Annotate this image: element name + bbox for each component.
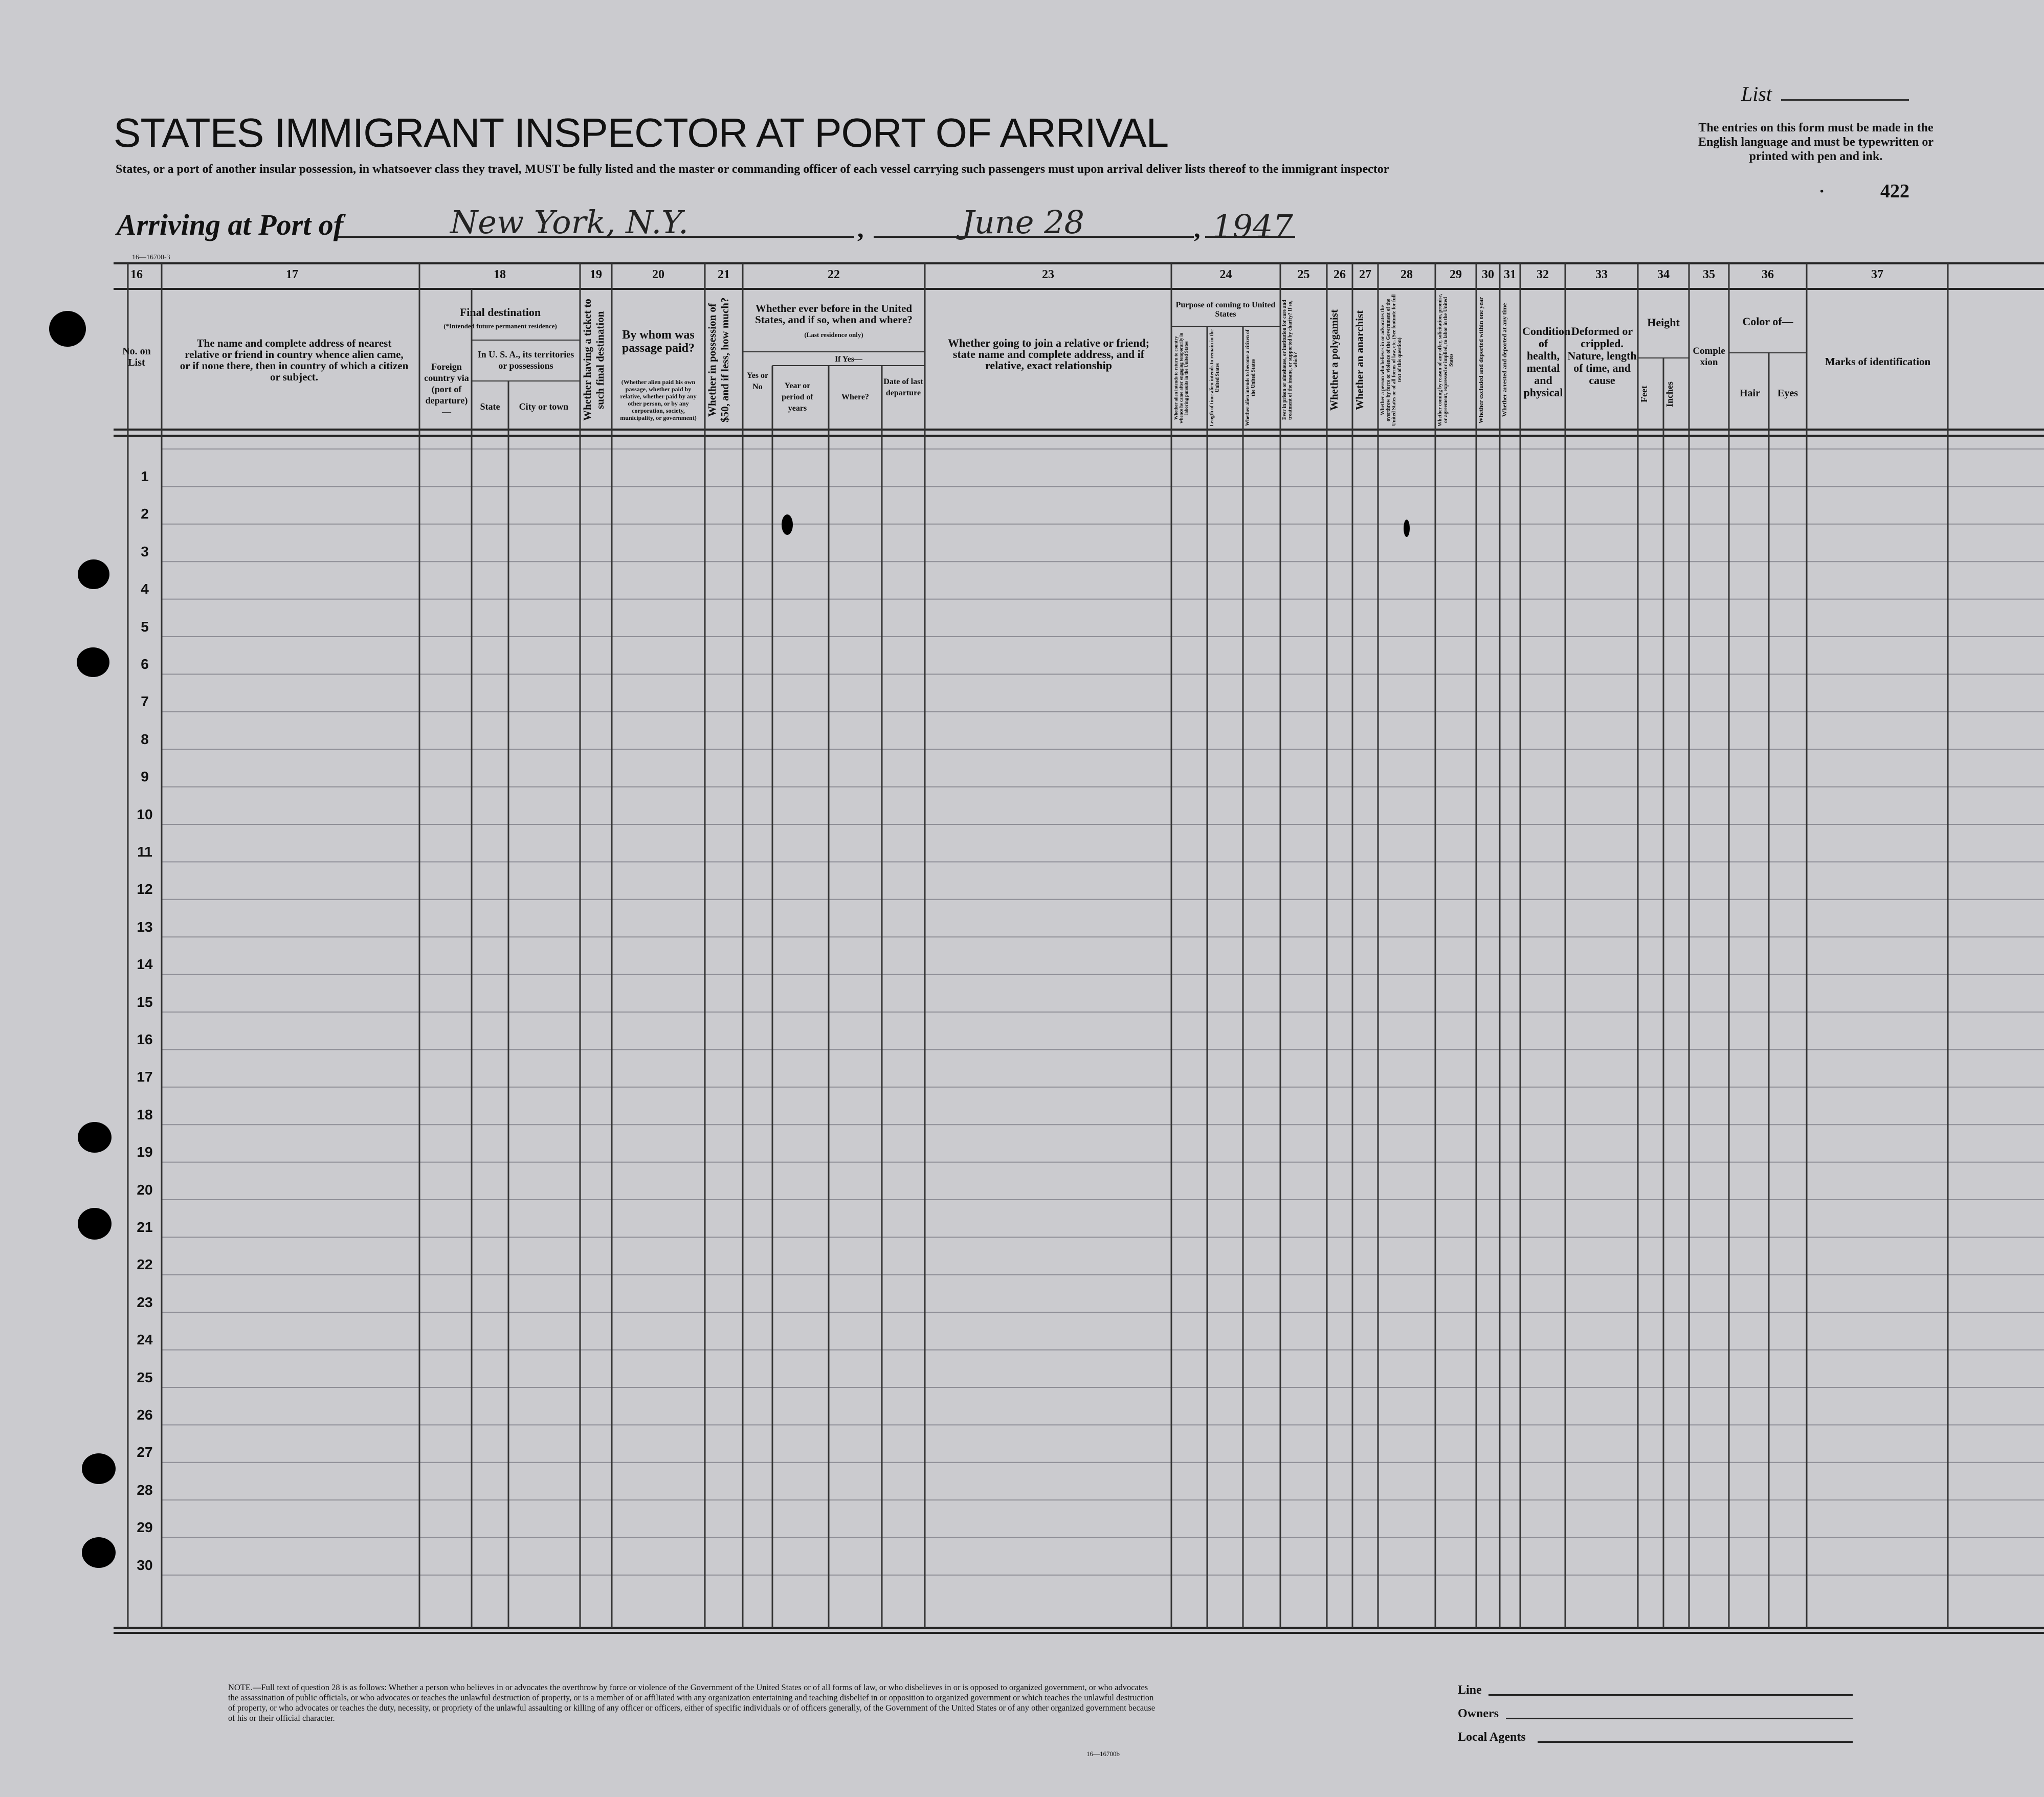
column-number-36: 36 — [1762, 268, 1774, 281]
row-number: 19 — [137, 1144, 153, 1160]
form-number-bottom: 16—16700b — [1086, 1750, 1120, 1758]
row-number: 7 — [141, 693, 149, 710]
page-number: 422 — [1880, 181, 1909, 202]
punch-hole — [78, 1208, 112, 1240]
column-number-34: 34 — [1657, 268, 1670, 281]
column-number-17: 17 — [286, 268, 298, 281]
row-number: 22 — [137, 1256, 153, 1273]
header-prison-almshouse: Ever in prison or almshouse, or institution for care and treatment of the insane, or supported by charity? If so, which? — [1282, 300, 1299, 420]
column-number-19: 19 — [590, 268, 602, 281]
date-handwritten: June 28 — [962, 204, 1085, 241]
header-marks-identification: Marks of identification — [1825, 355, 1931, 368]
row-number: 18 — [137, 1106, 153, 1122]
header-purpose: Purpose of coming to United States — [1175, 301, 1276, 319]
header-feet: Feet — [1639, 386, 1649, 403]
row-number: 2 — [141, 506, 149, 522]
arriving-label: Arriving at Port of — [117, 208, 344, 241]
header-health: Condition of health, mental and physical — [1522, 325, 1571, 399]
row-number: 26 — [137, 1407, 153, 1423]
header-year-period: Year or period of years — [782, 381, 813, 413]
row-number: 3 — [141, 543, 149, 559]
column-number-33: 33 — [1595, 268, 1608, 281]
row-number: 30 — [137, 1557, 153, 1573]
row-number: 1 — [141, 468, 149, 484]
header-complexion: Complexion — [1693, 346, 1725, 368]
header-ticket: Whether having a ticket to such final destination — [581, 299, 606, 421]
form-number-top: 16—16700-3 — [132, 254, 170, 261]
header-last-residence: (Last residence only) — [804, 331, 863, 339]
row-number: 5 — [141, 618, 149, 635]
header-final-destination: Final destination — [459, 306, 541, 319]
agents-fill — [1538, 1741, 1853, 1743]
column-number-21: 21 — [718, 268, 730, 281]
header-fifty-dollars: Whether in possession of $50, and if less, how much? — [706, 297, 731, 423]
form-instructions: The entries on this form must be made in the English language and must be typewritten or printed with pen and ink. — [1698, 121, 1934, 163]
line-label: Line — [1458, 1683, 1482, 1697]
header-hair: Hair — [1740, 388, 1760, 399]
header-foreign-country: Foreign country via (port of departure)— — [424, 362, 469, 417]
column-number-24: 24 — [1219, 268, 1232, 281]
row-number: 27 — [137, 1444, 153, 1461]
row-number: 10 — [137, 806, 153, 822]
header-passage-paid-note: (Whether alien paid his own passage, whether paid by relative, whether paid by any other person, or by any corporation, society, municipality, or government) — [620, 378, 697, 421]
column-number-25: 25 — [1297, 268, 1310, 281]
punch-hole — [49, 311, 86, 347]
row-number: 6 — [141, 656, 149, 672]
row-number: 11 — [137, 844, 152, 860]
column-number-16: 16 — [130, 268, 143, 281]
row-number: 9 — [141, 769, 149, 785]
column-number-37: 37 — [1871, 268, 1883, 281]
column-number-32: 32 — [1537, 268, 1549, 281]
header-nearest-relative: The name and complete address of nearest relative or friend in country whence alien came, or if none there, then in country of which a citizen or subject. — [180, 337, 409, 383]
column-number-31: 31 — [1504, 268, 1516, 281]
header-if-yes: If Yes— — [834, 355, 863, 364]
column-number-26: 26 — [1334, 268, 1346, 281]
comma: , — [1194, 214, 1201, 243]
row-number: 28 — [137, 1481, 153, 1498]
row-number: 15 — [137, 994, 153, 1010]
row-number: 25 — [137, 1369, 153, 1385]
header-ever-before-in-us: Whether ever before in the United States, and if so, when and where? — [755, 302, 913, 326]
header-color-of: Color of— — [1742, 315, 1793, 328]
header-no-on-list: No. on List — [122, 346, 151, 368]
row-number: 12 — [137, 881, 153, 897]
year-handwritten: 1947 — [1212, 208, 1293, 245]
row-number: 24 — [137, 1332, 153, 1348]
header-final-destination-note: (*Intended future permanent residence) — [443, 322, 557, 330]
header-city-town: City or town — [519, 401, 569, 412]
header-in-usa: In U. S. A., its territories or possessions — [477, 349, 574, 371]
header-passage-paid: By whom was passage paid? — [621, 328, 695, 355]
header-height: Height — [1647, 316, 1680, 329]
row-number: 16 — [137, 1031, 153, 1047]
ink-blot — [1404, 520, 1410, 537]
punch-hole — [78, 1122, 112, 1153]
header-date-last-departure: Date of last departure — [883, 377, 923, 397]
column-number-27: 27 — [1359, 268, 1371, 281]
row-number: 4 — [141, 581, 149, 597]
header-purpose-return: Whether alien intends to return to country whence he came after engaging temporarily in laboring pursuits in the United States — [1173, 332, 1189, 423]
owners-fill — [1506, 1718, 1853, 1719]
column-number-18: 18 — [494, 268, 506, 281]
row-number: 20 — [137, 1181, 153, 1198]
punch-hole — [82, 1537, 116, 1568]
row-number: 21 — [137, 1219, 153, 1235]
page-mark: · — [1819, 182, 1825, 201]
header-eyes: Eyes — [1778, 388, 1798, 399]
row-number: 13 — [137, 918, 153, 935]
comma: , — [857, 214, 864, 243]
header-purpose-citizen: Whether alien intends to become a citizen of the United States — [1245, 329, 1256, 426]
header-arrested-deported: Whether arrested and deported at any time — [1501, 303, 1508, 417]
header-yes-no: Yes or No — [746, 371, 769, 391]
form-title: STATES IMMIGRANT INSPECTOR AT PORT OF ARRIVAL — [114, 110, 1169, 155]
column-number-28: 28 — [1401, 268, 1413, 281]
header-anarchist: Whether an anarchist — [1353, 310, 1366, 410]
punch-hole — [82, 1453, 116, 1484]
form-subtitle: States, or a port of another insular possession, in whatsoever class they travel, MUST be fully listed and the master or commanding officer of each vessel carrying such passengers must upon arrival deliver lists thereof to the immigrant inspector — [116, 163, 1389, 176]
header-purpose-length: Length of time alien intends to remain in the United States — [1209, 329, 1220, 426]
header-inches: Inches — [1664, 381, 1675, 408]
local-agents-label: Local Agents — [1458, 1731, 1526, 1744]
row-number: 17 — [137, 1069, 153, 1085]
column-number-29: 29 — [1450, 268, 1462, 281]
header-overthrow: Whether a person who believes in or advocates the overthrow by force or violence of the Government of the United States or of all forms of law, etc. (See footnote for full text of this question) — [1380, 294, 1403, 426]
column-number-20: 20 — [652, 268, 664, 281]
header-polygamist: Whether a polygamist — [1328, 309, 1340, 411]
row-number: 14 — [137, 956, 153, 973]
punch-hole — [77, 647, 109, 677]
row-number: 8 — [141, 731, 149, 747]
column-number-35: 35 — [1703, 268, 1715, 281]
port-handwritten: New York, N.Y. — [450, 204, 688, 241]
row-number: 29 — [137, 1519, 153, 1536]
header-state: State — [480, 401, 500, 412]
header-excluded-deported: Whether excluded and deported within one year — [1477, 297, 1484, 423]
header-where: Where? — [841, 393, 869, 401]
punch-hole — [78, 559, 109, 589]
column-number-22: 22 — [828, 268, 840, 281]
header-contract-labor: Whether coming by reason of any offer, solicitation, promise, or agreement, expressed or implied, to labor in the United States — [1437, 294, 1454, 426]
ink-blot — [782, 514, 793, 535]
footnote-question-28: NOTE.—Full text of question 28 is as follows: Whether a person who believes in or advocates the overthrow by force or violence of the Government of the United States or of all forms of law, or who disbelieves in or is opposed to organized government, or who advocates the assassination of public officials, or who advocates or teaches the unlawful destruction of property, or is a member of or affiliated with any organization entertaining and teaching disbelief in or opposition to organized government or which teaches the unlawful destruction of property, or who advocates or teaches the duty, necessity, or propriety of the unlawful assaulting or killing of any officer or officers, either of specific individuals or of officers generally, of the Government of the United States or of any other organized government because of his or their official character. — [228, 1682, 1156, 1723]
line-fill — [1488, 1694, 1853, 1696]
header-deformed: Deformed or crippled. Nature, length of time, and cause — [1567, 325, 1637, 387]
column-number-30: 30 — [1482, 268, 1494, 281]
header-join-relative: Whether going to join a relative or friend; state name and complete address, and if relative, exact relationship — [947, 336, 1150, 372]
row-number: 23 — [137, 1294, 153, 1310]
column-number-23: 23 — [1042, 268, 1054, 281]
owners-label: Owners — [1458, 1707, 1499, 1720]
list-label: List — [1741, 82, 1772, 105]
